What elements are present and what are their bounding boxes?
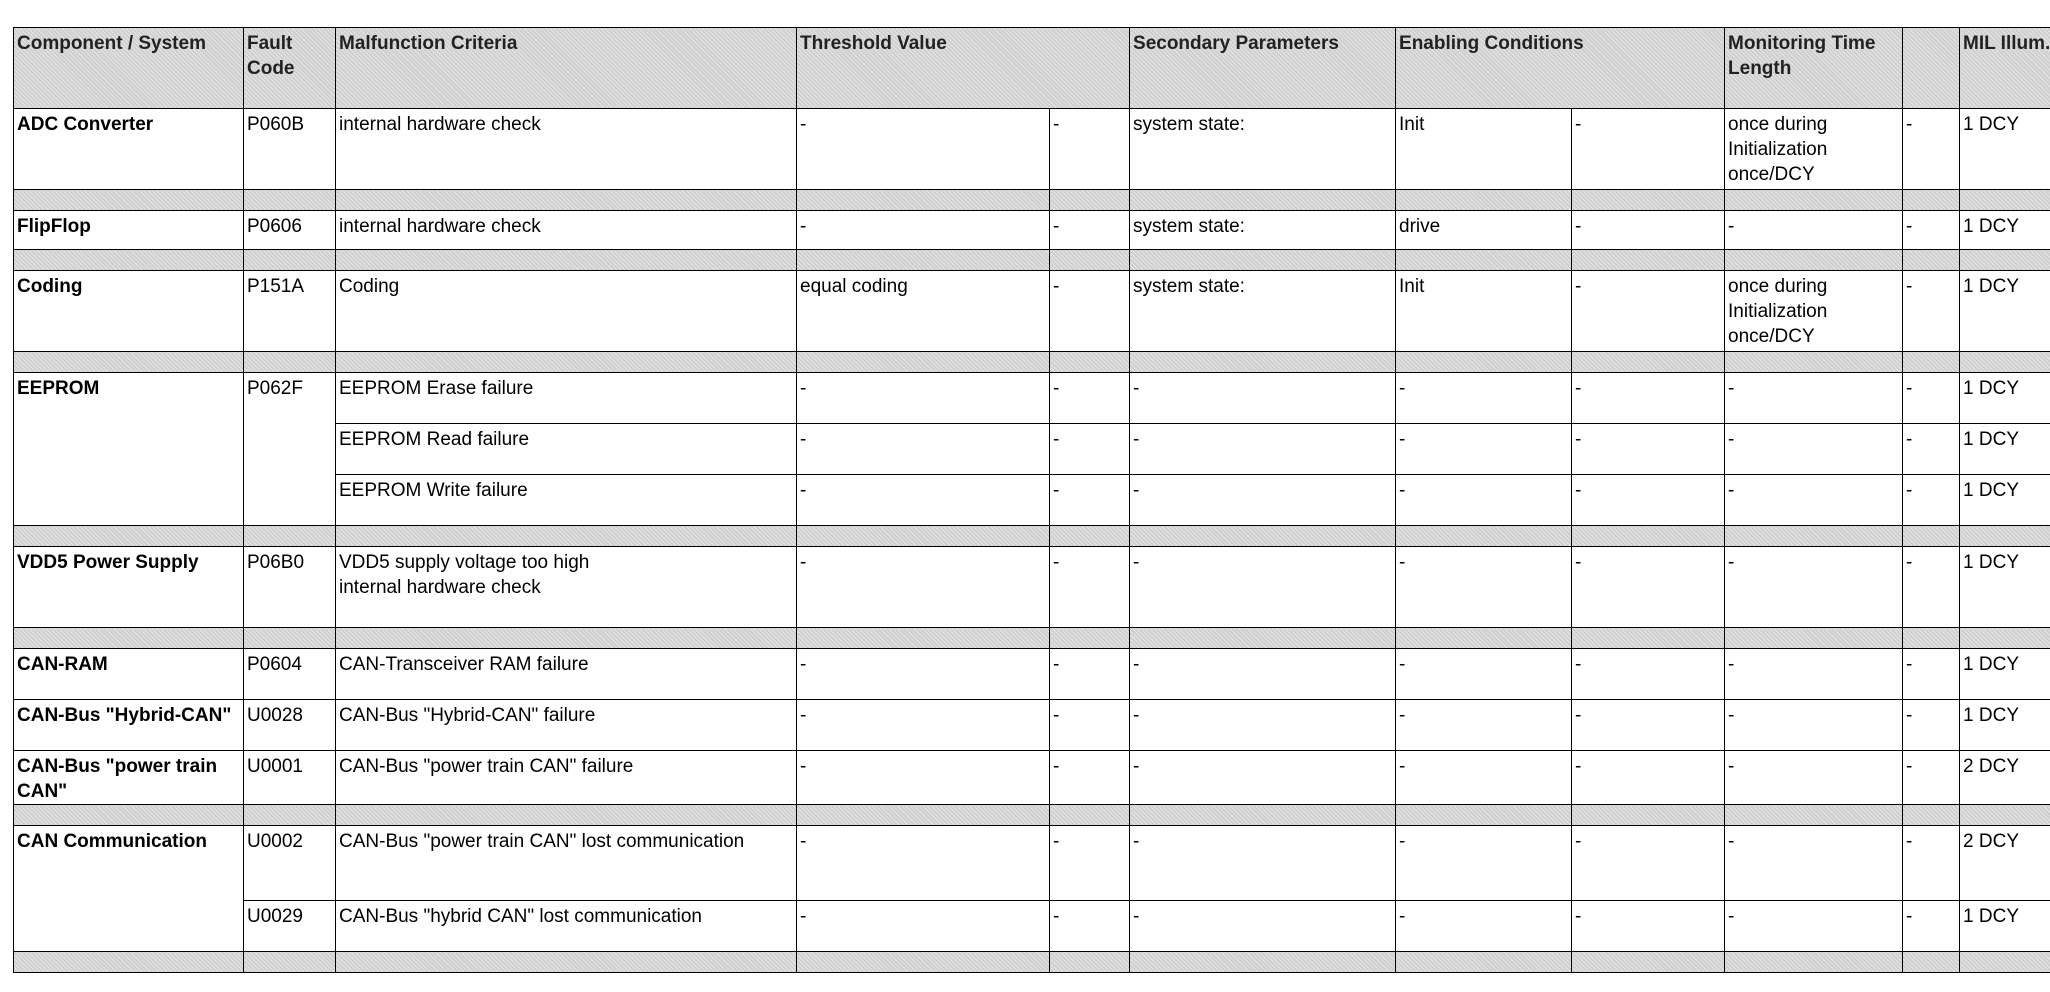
header-component: Component / System [14, 28, 244, 109]
criteria-cell: Coding [336, 271, 797, 352]
secondary-cell: - [1130, 700, 1396, 751]
threshold-extra-cell: - [1050, 751, 1130, 805]
separator-row [14, 952, 2050, 973]
mil-cell: 1 DCY [1960, 475, 2050, 526]
table-row [14, 373, 2050, 424]
monitoring-cell: - [1725, 424, 1903, 475]
monitoring-cell: - [1725, 649, 1903, 700]
monitoring-extra-cell: - [1903, 547, 1960, 628]
fault-code-cell: P0604 [244, 649, 336, 700]
secondary-cell: system state: [1130, 109, 1396, 190]
enabling-extra-cell: - [1572, 271, 1725, 352]
mil-cell: 1 DCY [1960, 700, 2050, 751]
enabling-extra-cell: - [1572, 547, 1725, 628]
enabling-cell: Init [1396, 271, 1572, 352]
fault-code-cell: U0028 [244, 700, 336, 751]
monitoring-extra-cell: - [1903, 475, 1960, 526]
threshold-cell: - [797, 751, 1050, 805]
table-row [14, 649, 2050, 700]
enabling-extra-cell: - [1572, 373, 1725, 424]
enabling-extra-cell: - [1572, 649, 1725, 700]
table-row [14, 700, 2050, 751]
threshold-extra-cell: - [1050, 826, 1130, 901]
monitoring-cell: - [1725, 700, 1903, 751]
component-cell: CAN-Bus "Hybrid-CAN" [14, 700, 244, 751]
secondary-cell: - [1130, 475, 1396, 526]
criteria-cell: internal hardware check [336, 109, 797, 190]
enabling-cell: - [1396, 649, 1572, 700]
criteria-cell: CAN-Bus "power train CAN" lost communication [336, 826, 797, 901]
criteria-cell: EEPROM Write failure [336, 475, 797, 526]
threshold-extra-cell: - [1050, 271, 1130, 352]
mil-cell: 1 DCY [1960, 424, 2050, 475]
secondary-cell: - [1130, 901, 1396, 952]
enabling-cell: Init [1396, 109, 1572, 190]
mil-cell: 1 DCY [1960, 373, 2050, 424]
threshold-extra-cell: - [1050, 373, 1130, 424]
fault-code-cell: U0002 [244, 826, 336, 901]
component-cell: CAN-RAM [14, 649, 244, 700]
criteria-cell: EEPROM Erase failure [336, 373, 797, 424]
component-cell: CAN-Bus "power train CAN" [14, 751, 244, 805]
monitoring-extra-cell: - [1903, 826, 1960, 901]
enabling-extra-cell: - [1572, 109, 1725, 190]
monitoring-cell: - [1725, 751, 1903, 805]
monitoring-cell: - [1725, 211, 1903, 250]
monitoring-extra-cell: - [1903, 424, 1960, 475]
monitoring-cell: - [1725, 475, 1903, 526]
header-threshold-value: Threshold Value [797, 28, 1130, 109]
threshold-cell: - [797, 826, 1050, 901]
secondary-cell: - [1130, 826, 1396, 901]
component-cell: FlipFlop [14, 211, 244, 250]
separator-row [14, 250, 2050, 271]
component-cell: ADC Converter [14, 109, 244, 190]
header-fault-code: Fault Code [244, 28, 336, 109]
fault-code-cell: P062F [244, 373, 336, 526]
separator-row [14, 190, 2050, 211]
monitoring-extra-cell: - [1903, 901, 1960, 952]
threshold-cell: equal coding [797, 271, 1050, 352]
header-secondary-parameters: Secondary Parameters [1130, 28, 1396, 109]
header-malfunction-criteria: Malfunction Criteria [336, 28, 797, 109]
threshold-extra-cell: - [1050, 649, 1130, 700]
threshold-cell: - [797, 109, 1050, 190]
enabling-cell: - [1396, 373, 1572, 424]
fault-code-cell: P151A [244, 271, 336, 352]
criteria-cell: EEPROM Read failure [336, 424, 797, 475]
enabling-cell: drive [1396, 211, 1572, 250]
separator-row [14, 628, 2050, 649]
threshold-cell: - [797, 373, 1050, 424]
criteria-cell [336, 547, 797, 628]
criteria-cell: CAN-Bus "power train CAN" failure [336, 751, 797, 805]
criteria-cell: internal hardware check [336, 211, 797, 250]
enabling-cell: - [1396, 826, 1572, 901]
table-row [14, 109, 2050, 190]
table-row [14, 901, 2050, 952]
header-enabling-conditions: Enabling Conditions [1396, 28, 1725, 109]
enabling-extra-cell: - [1572, 901, 1725, 952]
secondary-cell: - [1130, 424, 1396, 475]
threshold-cell: - [797, 424, 1050, 475]
monitoring-cell: - [1725, 826, 1903, 901]
fault-code-cell: P060B [244, 109, 336, 190]
component-cell: VDD5 Power Supply [14, 547, 244, 628]
criteria-cell: CAN-Bus "Hybrid-CAN" failure [336, 700, 797, 751]
threshold-cell: - [797, 901, 1050, 952]
threshold-cell: - [797, 211, 1050, 250]
monitoring-cell: - [1725, 547, 1903, 628]
fault-code-cell: P06B0 [244, 547, 336, 628]
table-row [14, 751, 2050, 805]
threshold-extra-cell: - [1050, 109, 1130, 190]
secondary-cell: - [1130, 373, 1396, 424]
criteria-cell: CAN-Bus "hybrid CAN" lost communication [336, 901, 797, 952]
secondary-cell: system state: [1130, 211, 1396, 250]
monitoring-extra-cell: - [1903, 751, 1960, 805]
mil-cell: 1 DCY [1960, 109, 2050, 190]
criteria-cell: CAN-Transceiver RAM failure [336, 649, 797, 700]
enabling-extra-cell: - [1572, 700, 1725, 751]
fault-code-cell: P0606 [244, 211, 336, 250]
enabling-cell: - [1396, 424, 1572, 475]
header-mil-illum: MIL Illum. [1960, 28, 2050, 109]
enabling-extra-cell: - [1572, 751, 1725, 805]
table-row [14, 271, 2050, 352]
enabling-extra-cell: - [1572, 826, 1725, 901]
threshold-cell: - [797, 649, 1050, 700]
enabling-cell: - [1396, 751, 1572, 805]
enabling-cell: - [1396, 901, 1572, 952]
threshold-cell: - [797, 700, 1050, 751]
diagnostics-table [13, 27, 2050, 973]
threshold-extra-cell: - [1050, 700, 1130, 751]
threshold-extra-cell: - [1050, 547, 1130, 628]
mil-cell: 2 DCY [1960, 826, 2050, 901]
threshold-extra-cell: - [1050, 211, 1130, 250]
mil-cell: 1 DCY [1960, 211, 2050, 250]
enabling-cell: - [1396, 547, 1572, 628]
secondary-cell: - [1130, 649, 1396, 700]
monitoring-extra-cell: - [1903, 211, 1960, 250]
secondary-cell: system state: [1130, 271, 1396, 352]
table-row [14, 547, 2050, 628]
threshold-extra-cell: - [1050, 901, 1130, 952]
mil-cell: 1 DCY [1960, 547, 2050, 628]
monitoring-cell: - [1725, 901, 1903, 952]
monitoring-extra-cell: - [1903, 649, 1960, 700]
mil-cell: 1 DCY [1960, 649, 2050, 700]
monitoring-cell: once during Initialization once/DCY [1725, 109, 1903, 190]
mil-cell: 1 DCY [1960, 271, 2050, 352]
header-monitoring-time: Monitoring Time Length [1725, 28, 1903, 109]
monitoring-extra-cell: - [1903, 109, 1960, 190]
enabling-cell: - [1396, 475, 1572, 526]
monitoring-cell: - [1725, 373, 1903, 424]
threshold-cell: - [797, 475, 1050, 526]
monitoring-extra-cell: - [1903, 700, 1960, 751]
enabling-extra-cell: - [1572, 424, 1725, 475]
table-row [14, 826, 2050, 901]
criteria-line: internal hardware check [339, 577, 541, 598]
separator-row [14, 805, 2050, 826]
fault-code-cell: U0001 [244, 751, 336, 805]
table-row [14, 211, 2050, 250]
mil-cell: 2 DCY [1960, 751, 2050, 805]
secondary-cell: - [1130, 547, 1396, 628]
mil-cell: 1 DCY [1960, 901, 2050, 952]
enabling-extra-cell: - [1572, 475, 1725, 526]
enabling-extra-cell: - [1572, 211, 1725, 250]
threshold-extra-cell: - [1050, 424, 1130, 475]
header-row [14, 28, 2050, 109]
component-cell: CAN Communication [14, 826, 244, 952]
monitoring-extra-cell: - [1903, 373, 1960, 424]
monitoring-cell: once during Initialization once/DCY [1725, 271, 1903, 352]
enabling-cell: - [1396, 700, 1572, 751]
separator-row [14, 526, 2050, 547]
monitoring-extra-cell: - [1903, 271, 1960, 352]
component-cell: EEPROM [14, 373, 244, 526]
threshold-extra-cell: - [1050, 475, 1130, 526]
fault-code-cell: U0029 [244, 901, 336, 952]
component-cell: Coding [14, 271, 244, 352]
secondary-cell: - [1130, 751, 1396, 805]
criteria-line: VDD5 supply voltage too high [339, 552, 590, 573]
separator-row [14, 352, 2050, 373]
threshold-cell: - [797, 547, 1050, 628]
